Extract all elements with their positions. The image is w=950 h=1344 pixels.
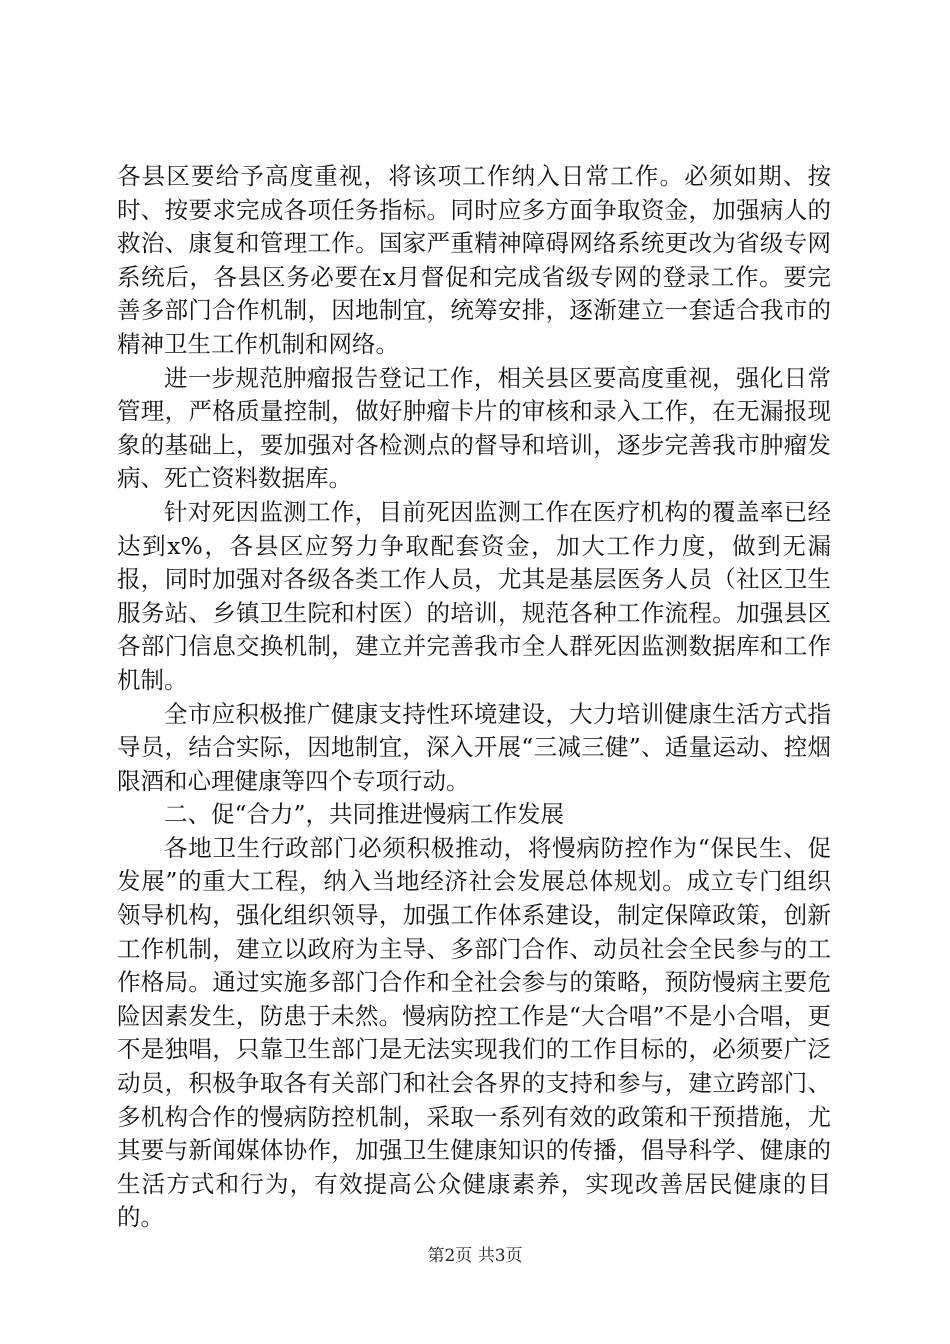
paragraph-5: 各地卫生行政部门必须积极推动，将慢病防控作为“保民生、促发展”的重大工程，纳入当地经济社会发展总体规划。成立专门组织领导机构，强化组织领导，加强工作体系建设，制定保障政策，创新工作机制，建立以政府为主导、多部门合作、动员社会全民参与的工作格局。通过实施多部门合作和全社会参与的策略，预防慢病主要危险因素发生，防患于未然。慢病防控工作是“大合唱”不是小合唱，更不是独唱，只靠卫生部门是无法实现我们的工作目标的，必须要广泛动员，积极争取各有关部门和社会各界的支持和参与，建立跨部门、多机构合作的慢病防控机制，采取一系列有效的政策和干预措施，尤其要与新闻媒体协作，加强卫生健康知识的传播，倡导科学、健康的生活方式和行为，有效提高公众健康素养，实现改善居民健康的目的。	[117, 833, 831, 1232]
document-body	[117, 160, 831, 1235]
page-number-footer: 第2页 共3页	[427, 1246, 523, 1266]
paragraph-3: 针对死因监测工作，目前死因监测工作在医疗机构的覆盖率已经达到x%，各县区应努力争取配套资金，加大工作力度，做到无漏报，同时加强对各级各类工作人员，尤其是基层医务人员（社区卫生服务站、乡镇卫生院和村医）的培训，规范各种工作流程。加强县区各部门信息交换机制，建立并完善我市全人群死因监测数据库和工作机制。	[117, 497, 831, 694]
section-heading: 二、促“合力”，共同推进慢病工作发展	[164, 800, 565, 829]
paragraph-2: 进一步规范肿瘤报告登记工作，相关县区要高度重视，强化日常管理，严格质量控制，做好肿瘤卡片的审核和录入工作，在无漏报现象的基础上，要加强对各检测点的督导和培训，逐步完善我市肿瘤发病、死亡资料数据库。	[117, 363, 831, 493]
paragraph-4: 全市应积极推广健康支持性环境建设，大力培训健康生活方式指导员，结合实际，因地制宜，深入开展“三减三健”、适量运动、控烟限酒和心理健康等四个专项行动。	[117, 699, 831, 795]
paragraph-1: 各县区要给予高度重视，将该项工作纳入日常工作。必须如期、按时、按要求完成各项任务指标。同时应多方面争取资金，加强病人的救治、康复和管理工作。国家严重精神障碍网络系统更改为省级专网系统后，各县区务必要在x月督促和完成省级专网的登录工作。要完善多部门合作机制，因地制宜，统筹安排，逐渐建立一套适合我市的精神卫生工作机制和网络。	[117, 162, 831, 358]
